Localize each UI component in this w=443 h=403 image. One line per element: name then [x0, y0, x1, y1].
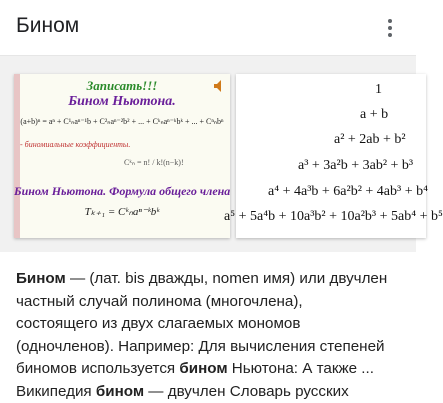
expansion-row: a + b [360, 107, 388, 123]
snippet-line: частный случай полинома (многочлена), [16, 291, 408, 314]
slide-binomial-formula: (a+b)ⁿ = aⁿ + C¹ₙaⁿ⁻¹b + C²ₙaⁿ⁻²b² + ... + Cᵏₙaⁿ⁻ᵏbᵏ + ... + Cⁿₙbⁿ [14, 117, 230, 126]
expansion-row: a⁴ + 4a³b + 6a²b² + 4ab³ + b⁴ [268, 184, 428, 200]
image-card-pascal-expansions[interactable] [236, 74, 426, 238]
snippet-line: биномов используется бином Ньютона: А также ... [16, 358, 408, 381]
slide-title: Бином Ньютона. [14, 94, 230, 110]
definition-snippet [16, 268, 408, 403]
expansion-row: a³ + 3a²b + 3ab² + b³ [298, 158, 413, 174]
slide-general-term-formula: Tₖ₊₁ = Cᵏₙaⁿ⁻ᵏbᵏ [14, 205, 230, 218]
expansion-row: a² + 2ab + b² [334, 132, 406, 148]
slide-coefficient-label: - биномиальные коэффициенты. [20, 140, 130, 149]
more-vertical-icon[interactable] [374, 12, 406, 44]
binomial-expansion-image [236, 74, 426, 238]
expansion-row: a⁵ + 5a⁴b + 10a³b² + 10a²b³ + 5ab⁴ + b⁵ [224, 209, 443, 225]
app-header [0, 0, 416, 56]
snippet-line: Бином — (лат. bis дважды, nomen имя) или двучлен [16, 268, 408, 291]
slide-record-label: Записать!!! [14, 78, 230, 94]
expansion-row: 1 [375, 82, 382, 98]
highlight-term: бином [96, 383, 144, 400]
source-link[interactable]: Википедия [16, 383, 96, 400]
snippet-line: Википедия бином — двучлен Словарь русских [16, 381, 408, 403]
image-card-newton-binomial-slide[interactable] [14, 74, 230, 238]
image-carousel[interactable] [0, 56, 416, 252]
slide-image [14, 74, 230, 238]
snippet-line: состоящего из двух слагаемых мономов [16, 313, 408, 336]
slide-coefficient-formula: Cᵏₙ = n! / k!(n−k)! [124, 158, 184, 167]
snippet-line: (одночленов). Например: Для вычисления степеней [16, 336, 408, 359]
highlight-term: бином [179, 360, 227, 377]
slide-general-term-label: Бином Ньютона. Формула общего члена [14, 184, 230, 199]
page-title: Бином [16, 14, 79, 38]
highlight-term: Бином [16, 270, 66, 287]
